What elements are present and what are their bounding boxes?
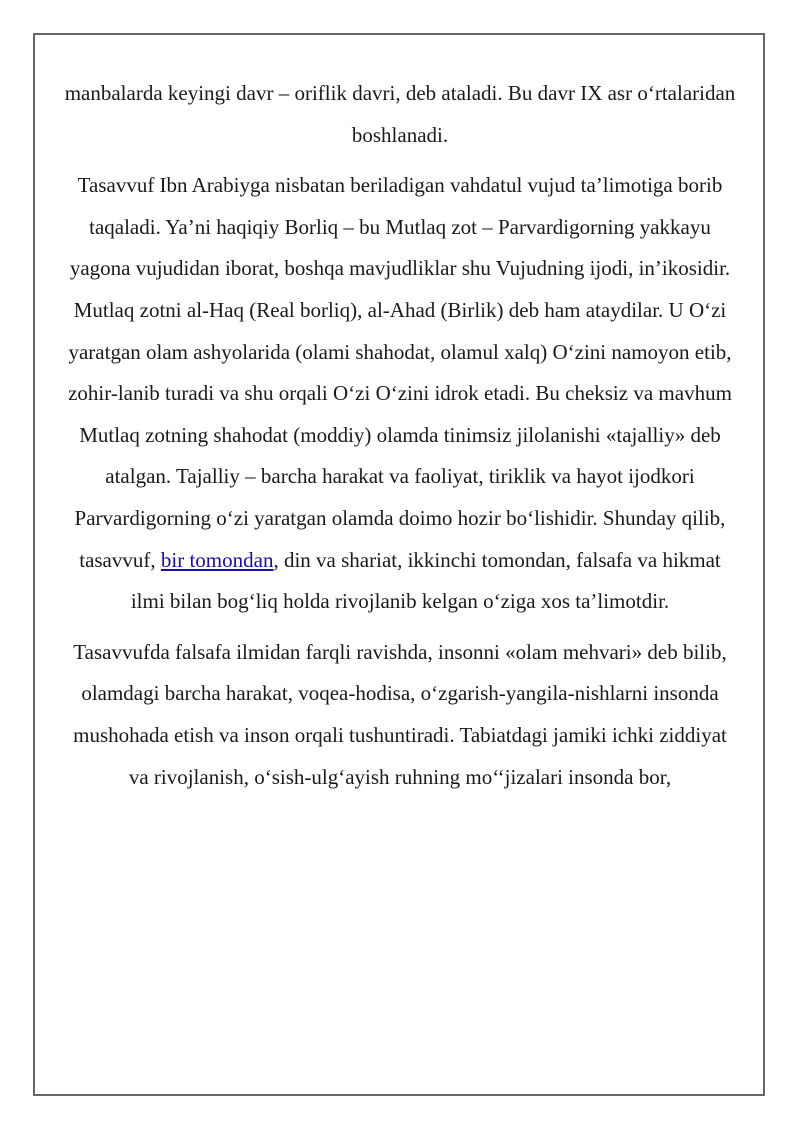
paragraph-2-text-after-link: , din va shariat, ikkinchi tomondan, falsafa va hikmat ilmi bilan bog‘liq holda rivojlanib kelgan o‘ziga xos ta’limotdir. bbox=[130, 547, 721, 614]
document-body bbox=[62, 73, 738, 807]
paragraph-3-text: Tasavvufda falsafa ilmidan farqli ravishda, insonni «olam mehvari» deb bilib, olamdagi barcha harakat, voqea-hodisa, o‘zgarish-yangila-nishlarni insonda mushohada etish va inson orqali tushuntiradi. Tabiatdagi jamiki ichki ziddiyat va rivojlanish, o‘sish-ulg‘ayish ruhning mo‘‘jizalari insonda bor, bbox=[73, 639, 727, 789]
bir-tomondan-link[interactable]: bir tomondan bbox=[160, 547, 274, 572]
paragraph-2-text-before-link: Tasavvuf Ibn Arabiyga nisbatan beriladigan vahdatul vujud ta’limotiga borib taqaladi. Ya’ni haqiqiy Borliq – bu Mutlaq zot – Parvardigorning yakkayu yagona vujudidan iborat, boshqa mavjudliklar shu Vujudning ijodi, in’ikosidir. Mutlaq zotni al-Haq (Real borliq), al-Ahad (Birlik) deb ham ataydilar. U O‘zi yaratgan olam ashyolarida (olami shahodat, olamul xalq) O‘zini namoyon etib, zohir-lanib turadi va shu orqali O‘zi O‘zini idrok etadi. Bu cheksiz va mavhum Mutlaq zotning shahodat (moddiy) olamda tinimsiz jilolanishi «tajalliy» deb atalgan. Tajalliy – barcha harakat va faoliyat, tiriklik va hayot ijodkori Parvardigorning o‘zi yaratgan olamda doimo hozir bo‘lishidir. Shunday qilib, tasavvuf, bbox=[68, 173, 732, 572]
paragraph-2 bbox=[62, 165, 738, 623]
paragraph-1-text: manbalarda keyingi davr – oriflik davri, deb ataladi. Bu davr IX asr o‘rtalaridan boshlanadi. bbox=[64, 81, 736, 147]
paragraph-3 bbox=[62, 632, 738, 798]
paragraph-1 bbox=[62, 73, 738, 156]
